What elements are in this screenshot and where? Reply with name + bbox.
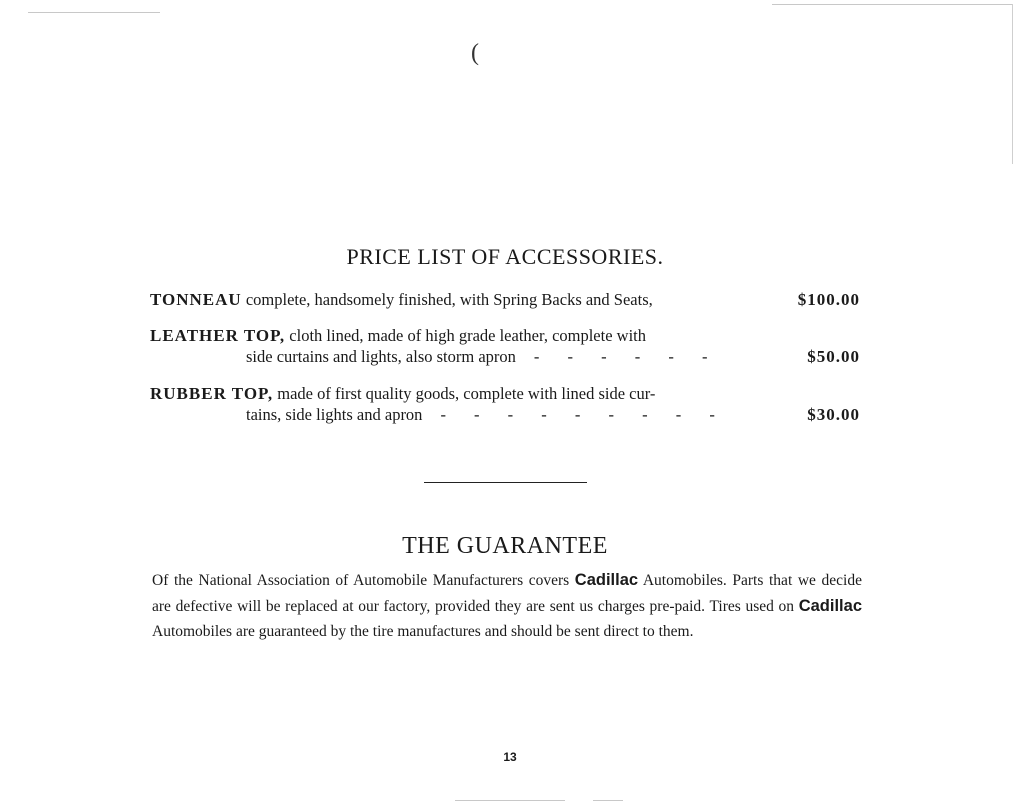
- price-item-line: [150, 347, 860, 369]
- brand-name: Cadillac: [574, 571, 639, 589]
- guarantee-paragraph: [152, 568, 862, 645]
- top-mark: (: [471, 40, 479, 66]
- price-item-line: [150, 326, 860, 348]
- leader-dashes: - - - - - -: [533, 347, 720, 366]
- item-description: complete, handsomely finished, with Spring Backs and Seats,: [241, 290, 653, 309]
- scan-edge-bottom: [455, 800, 565, 801]
- price-item-line: [150, 290, 860, 312]
- item-price: $100.00: [797, 290, 860, 309]
- price-item-line: [150, 384, 860, 406]
- item-description: cloth lined, made of high grade leather, complete with: [285, 326, 646, 345]
- page-number: 13: [503, 750, 517, 764]
- item-description-continued: side curtains and lights, also storm apron: [246, 347, 516, 366]
- scan-edge-top-left: [28, 12, 160, 13]
- guarantee-text: Automobiles. Parts that we decide are defective will be replaced at our factory, provided they are sent us charges pre-paid. Tires used on: [152, 572, 862, 615]
- price-item-tonneau: [150, 290, 860, 312]
- scan-edge-right: [1012, 4, 1013, 164]
- item-name: LEATHER TOP,: [150, 326, 286, 345]
- price-list-heading: PRICE LIST OF ACCESSORIES.: [346, 244, 664, 269]
- item-price: $50.00: [807, 347, 860, 366]
- scan-edge-bottom-2: [593, 800, 623, 801]
- guarantee-text: Of the National Association of Automobile Manufacturers covers: [152, 572, 575, 589]
- guarantee-heading: THE GUARANTEE: [402, 533, 608, 559]
- item-description: made of first quality goods, complete with lined side cur-: [273, 384, 656, 403]
- price-item-rubber-top: [150, 384, 860, 427]
- item-price: $30.00: [807, 405, 860, 424]
- leader-dashes: - - - - - - - - -: [440, 405, 727, 424]
- scan-edge-top-right: [772, 4, 1012, 5]
- section-divider: [424, 482, 587, 483]
- brand-name: Cadillac: [798, 596, 862, 615]
- item-name: TONNEAU: [150, 290, 242, 309]
- price-item-line: [150, 405, 860, 427]
- item-name: RUBBER TOP,: [150, 384, 274, 403]
- item-description-continued: tains, side lights and apron: [246, 405, 423, 424]
- price-item-leather-top: [150, 326, 860, 369]
- guarantee-text: Automobiles are guaranteed by the tire manufactures and should be sent direct to them.: [152, 623, 694, 640]
